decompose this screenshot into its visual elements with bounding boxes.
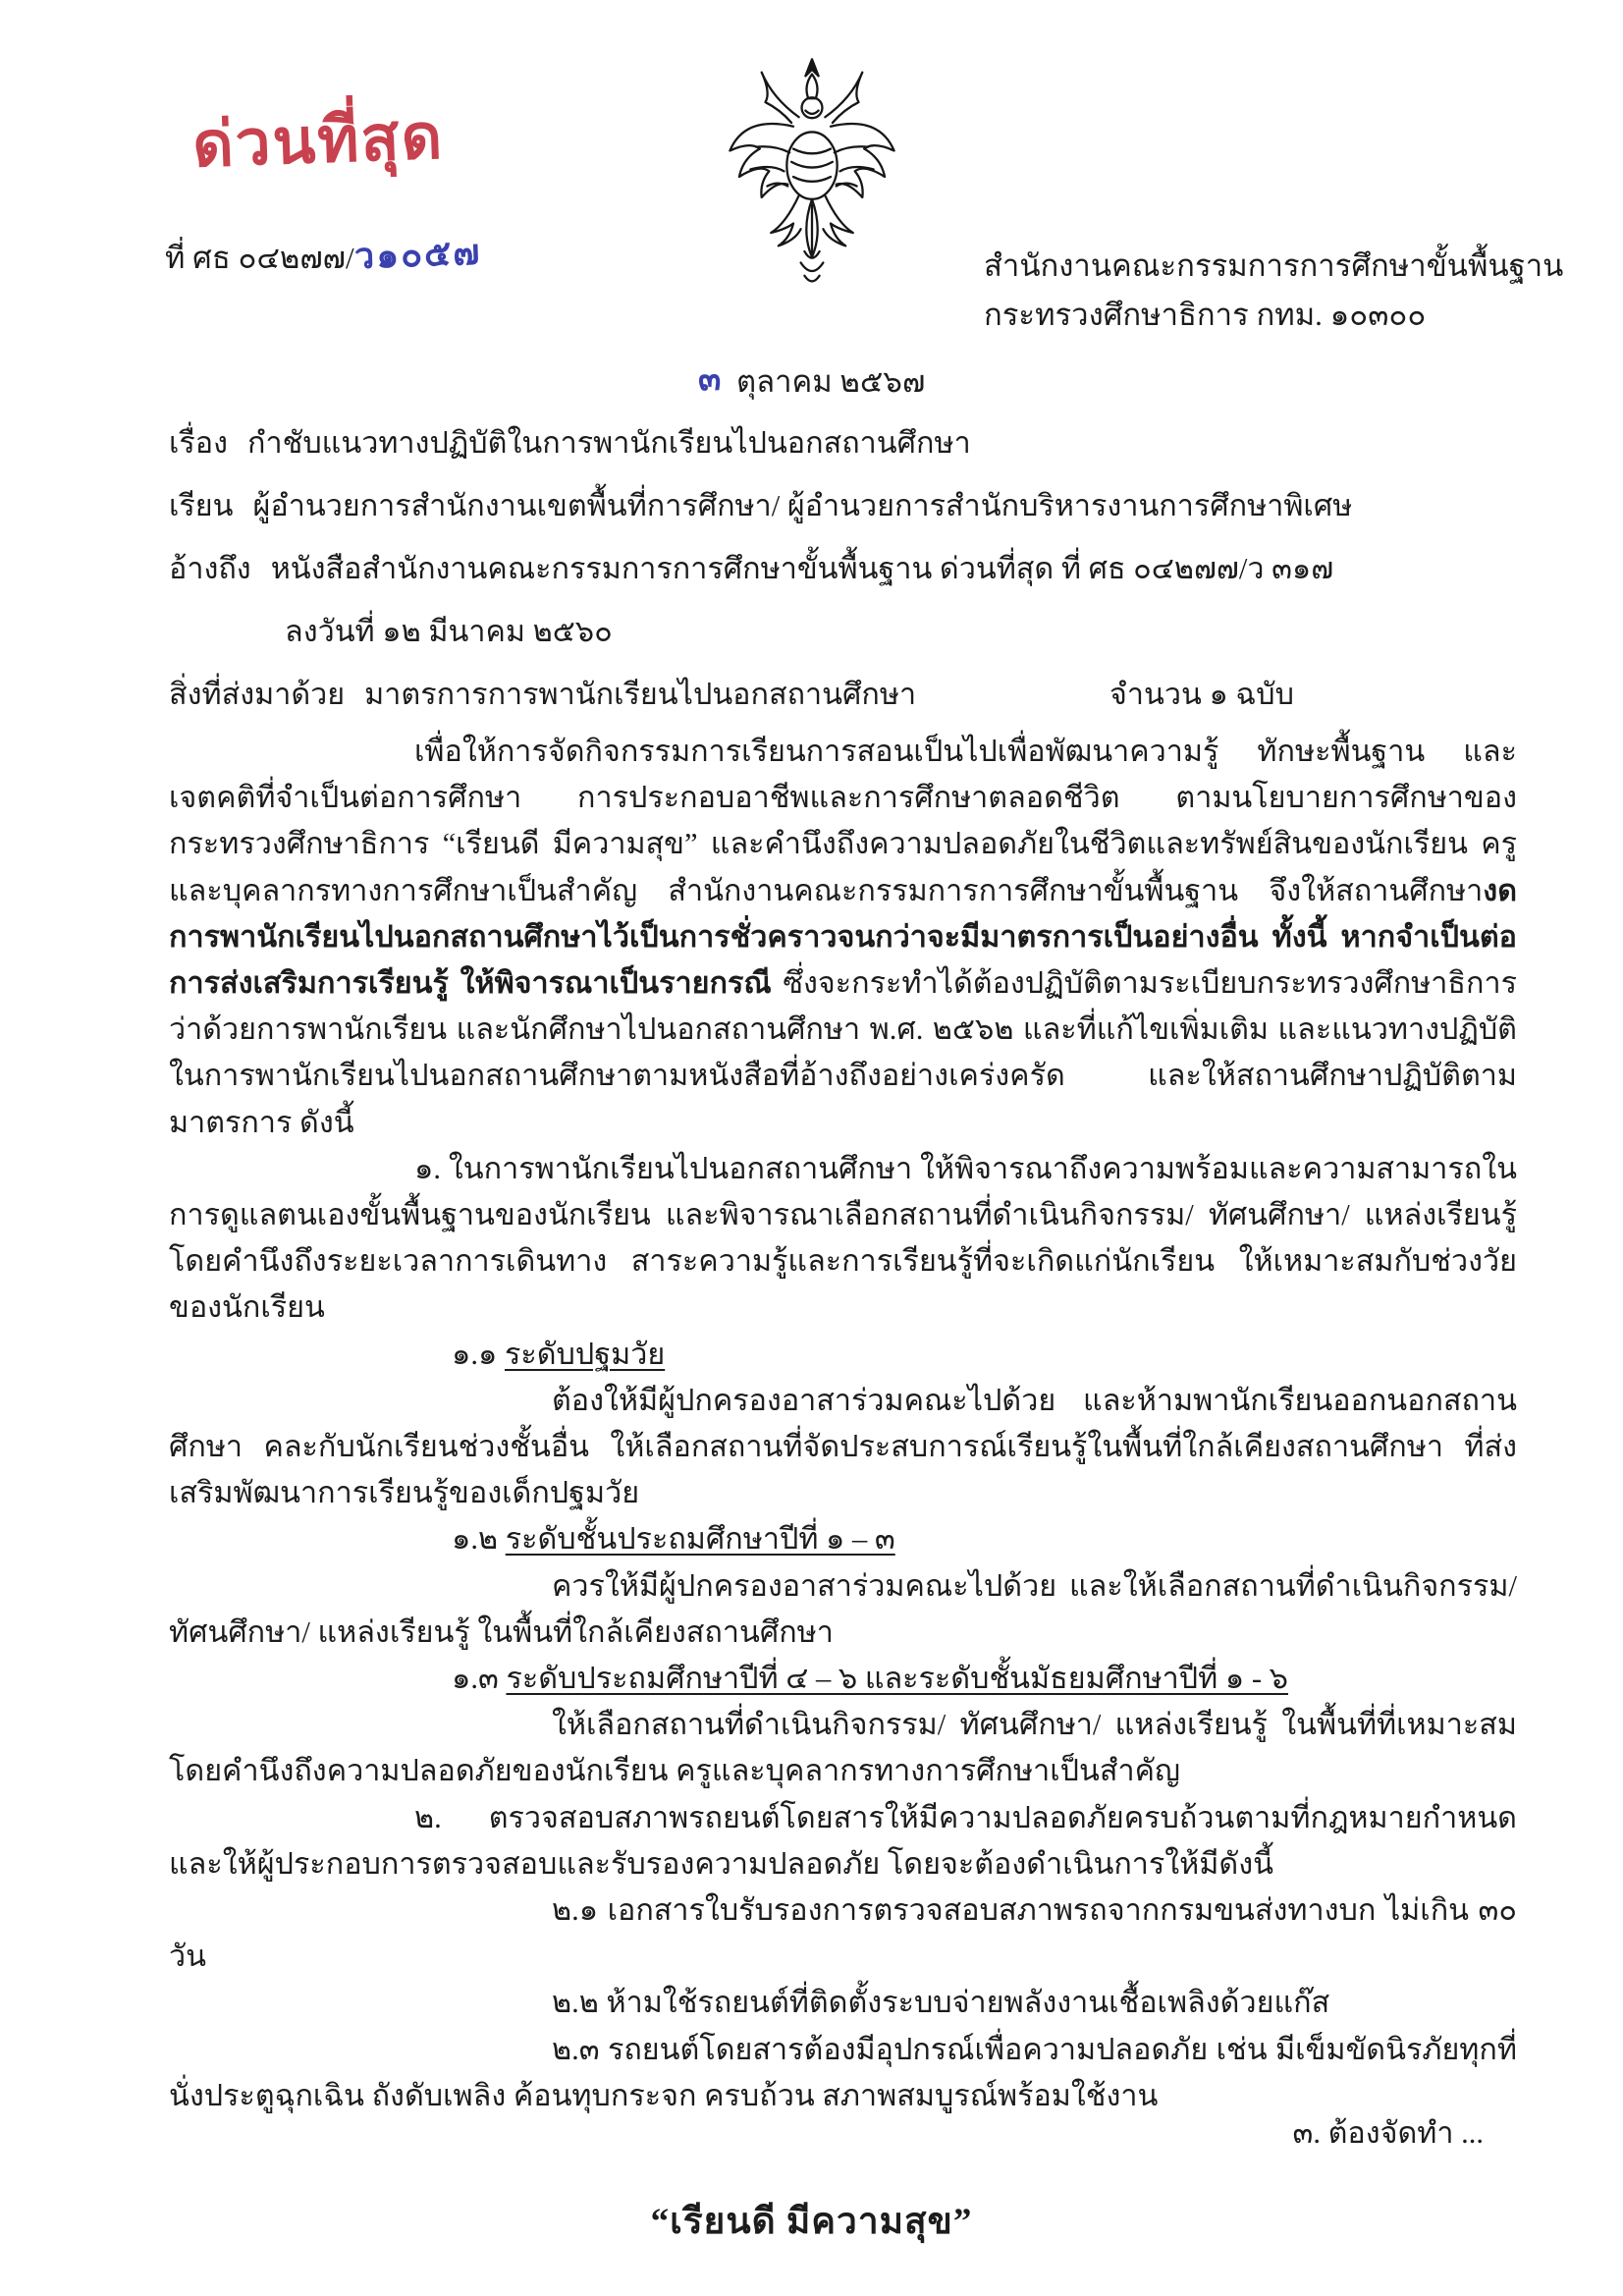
item-1-paragraph: ๑. ในการพานักเรียนไปนอกสถานศึกษา ให้พิจารณาถึงความพร้อมและความสามารถในการดูแลตนเองขั้นพื้นฐานของนักเรียน และพิจารณาเลือกสถานที่ดำเนินกิจกรรม/ ทัศนศึกษา/ แหล่งเรียนรู้ โดยคำนึงถึงระยะเวลาการเดินทาง สาระความรู้และการเรียนรู้ที่จะเกิดแก่นักเรียน ให้เหมาะสมกับช่วงวัยของนักเรียน <box>169 1151 1517 1325</box>
subject-text: กำชับแนวทางปฏิบัติในการพานักเรียนไปนอกสถานศึกษา <box>247 426 971 460</box>
reference-date-row <box>285 609 1519 655</box>
date-line <box>0 354 1623 407</box>
reference-text: หนังสือสำนักงานคณะกรรมการการศึกษาขั้นพื้นฐาน ด่วนที่สุด ที่ ศธ ๐๔๒๗๗/ว ๓๑๗ <box>270 552 1334 585</box>
intro-text-2: ซึ่งจะกระทำได้ต้องปฏิบัติตามระเบียบกระทรวงศึกษาธิการว่าด้วยการพานักเรียน และนักศึกษาไปนอกสถานศึกษา พ.ศ. ๒๕๖๒ และที่แก้ไขเพิ่มเติม และแนวทางปฏิบัติในการพานักเรียนไปนอกสถานศึกษาตามหนังสือที่อ้างถึงอย่างเคร่งครัด และให้สถานศึกษาปฏิบัติตามมาตรการ ดังนี้ <box>169 966 1517 1139</box>
to-text: ผู้อำนวยการสำนักงานเขตพื้นที่การศึกษา/ ผู้อำนวยการสำนักบริหารงานการศึกษาพิเศษ <box>252 489 1353 522</box>
date-day-handwritten: ๓ <box>697 360 724 399</box>
reference-date-text: ลงวันที่ ๑๒ มีนาคม ๒๕๖๐ <box>285 615 613 648</box>
item-1-3-heading <box>169 1656 1517 1702</box>
urgency-stamp: ด่วนที่สุด <box>190 101 446 181</box>
item-1-2-paragraph: ควรให้มีผู้ปกครองอาสาร่วมคณะไปด้วย และให้เลือกสถานที่ดำเนินกิจกรรม/ ทัศนศึกษา/ แหล่งเรียนรู้ ในพื้นที่ใกล้เคียงสถานศึกษา <box>169 1568 1517 1649</box>
date-month-year: ตุลาคม ๒๕๖๗ <box>735 364 926 399</box>
subject-label: เรื่อง <box>169 426 229 460</box>
to-label: เรียน <box>169 489 234 522</box>
subject-row <box>169 420 1519 466</box>
attachment-label: สิ่งที่ส่งมาด้วย <box>169 678 346 711</box>
doc-number-printed: ที่ ศธ ๐๔๒๗๗/ <box>165 241 354 275</box>
to-row <box>169 483 1519 529</box>
doc-number-handwritten: ว๑๐๕๗ <box>352 232 482 277</box>
page-continuation-note: ๓. ต้องจัดทำ ... <box>1292 2116 1484 2150</box>
intro-text-bold: งดการพานักเรียนไปนอกสถานศึกษาไว้เป็นการชั่วคราวจนกว่าจะมีมาตรการเป็นอย่างอื่น ทั้งนี้ หากจำเป็นต่อการส่งเสริมการเรียนรู้ ให้พิจารณาเป็นรายกรณี <box>169 873 1517 1001</box>
item-1-1-number: ๑.๑ <box>452 1337 505 1371</box>
intro-paragraph <box>169 729 1517 1146</box>
item-1-3-number: ๑.๓ <box>452 1662 507 1696</box>
item-1-1-title: ระดับปฐมวัย <box>504 1337 666 1371</box>
letter-body <box>169 729 1517 2119</box>
item-1-2-number: ๑.๒ <box>452 1522 506 1557</box>
item-1-2-title: ระดับชั้นประถมศึกษาปีที่ ๑ – ๓ <box>505 1522 895 1557</box>
item-1-3-paragraph: ให้เลือกสถานที่ดำเนินกิจกรรม/ ทัศนศึกษา/ แหล่งเรียนรู้ ในพื้นที่ที่เหมาะสมโดยคำนึงถึงความปลอดภัยของนักเรียน ครูและบุคลากรทางการศึกษาเป็นสำคัญ <box>169 1708 1517 1788</box>
attachment-count: จำนวน ๑ ฉบับ <box>1109 678 1294 711</box>
item-1-2-heading <box>169 1516 1517 1562</box>
footer-slogan: “เรียนดี มีความสุข” <box>650 2202 973 2242</box>
reference-label: อ้างถึง <box>169 552 251 585</box>
agency-line1: สำนักงานคณะกรรมการการศึกษาขั้นพื้นฐาน <box>984 248 1564 283</box>
item-2-2-line: ๒.๒ ห้ามใช้รถยนต์ที่ติดตั้งระบบจ่ายพลังงานเชื้อเพลิงด้วยแก๊ส <box>552 1986 1330 2020</box>
agency-address <box>984 242 1563 340</box>
letter-meta <box>169 420 1519 735</box>
agency-line2: กระทรวงศึกษาธิการ กทม. ๑๐๓๐๐ <box>984 298 1427 332</box>
attachment-row <box>169 672 1519 718</box>
intro-text-1: เพื่อให้การจัดกิจกรรมการเรียนการสอนเป็นไปเพื่อพัฒนาความรู้ ทักษะพื้นฐาน และเจตคติที่จำเป็นต่อการศึกษา การประกอบอาชีพและการศึกษาตลอดชีวิต ตามนโยบายการศึกษาของกระทรวงศึกษาธิการ “เรียนดี มีความสุข” และคำนึงถึงความปลอดภัยในชีวิตและทรัพย์สินของนักเรียน ครูและบุคลากรทางการศึกษาเป็นสำคัญ สำนักงานคณะกรรมการการศึกษาขั้นพื้นฐาน จึงให้สถานศึกษา <box>169 735 1517 907</box>
item-1-3-title: ระดับประถมศึกษาปีที่ ๔ – ๖ และระดับชั้นมัธยมศึกษาปีที่ ๑ - ๖ <box>506 1662 1288 1696</box>
item-2-3-paragraph: ๒.๓ รถยนต์โดยสารต้องมีอุปกรณ์เพื่อความปลอดภัย เช่น มีเข็มขัดนิรภัยทุกที่นั่งประตูฉุกเฉิน ถังดับเพลิง ค้อนทุบกระจก ครบถ้วน สภาพสมบูรณ์พร้อมใช้งาน <box>169 2032 1517 2112</box>
item-2-paragraph: ๒. ตรวจสอบสภาพรถยนต์โดยสารให้มีความปลอดภัยครบถ้วนตามที่กฎหมายกำหนดและให้ผู้ประกอบการตรวจสอบและรับรองความปลอดภัย โดยจะต้องดำเนินการให้มีดังนี้ <box>169 1800 1517 1881</box>
item-2-1-line: ๒.๑ เอกสารใบรับรองการตรวจสอบสภาพรถจากกรมขนส่งทางบก ไม่เกิน ๓๐ วัน <box>169 1893 1517 1974</box>
garuda-emblem-icon <box>719 49 905 306</box>
item-1-1-paragraph: ต้องให้มีผู้ปกครองอาสาร่วมคณะไปด้วย และห้ามพานักเรียนออกนอกสถานศึกษา คละกับนักเรียนช่วงชั้นอื่น ให้เลือกสถานที่จัดประสบการณ์เรียนรู้ในพื้นที่ใกล้เคียงสถานศึกษา ที่ส่งเสริมพัฒนาการเรียนรู้ของเด็กปฐมวัย <box>169 1383 1517 1510</box>
item-1-1-heading <box>169 1332 1517 1378</box>
reference-row <box>169 546 1519 592</box>
attachment-text: มาตรการการพานักเรียนไปนอกสถานศึกษา <box>364 678 917 711</box>
doc-number <box>165 228 481 284</box>
